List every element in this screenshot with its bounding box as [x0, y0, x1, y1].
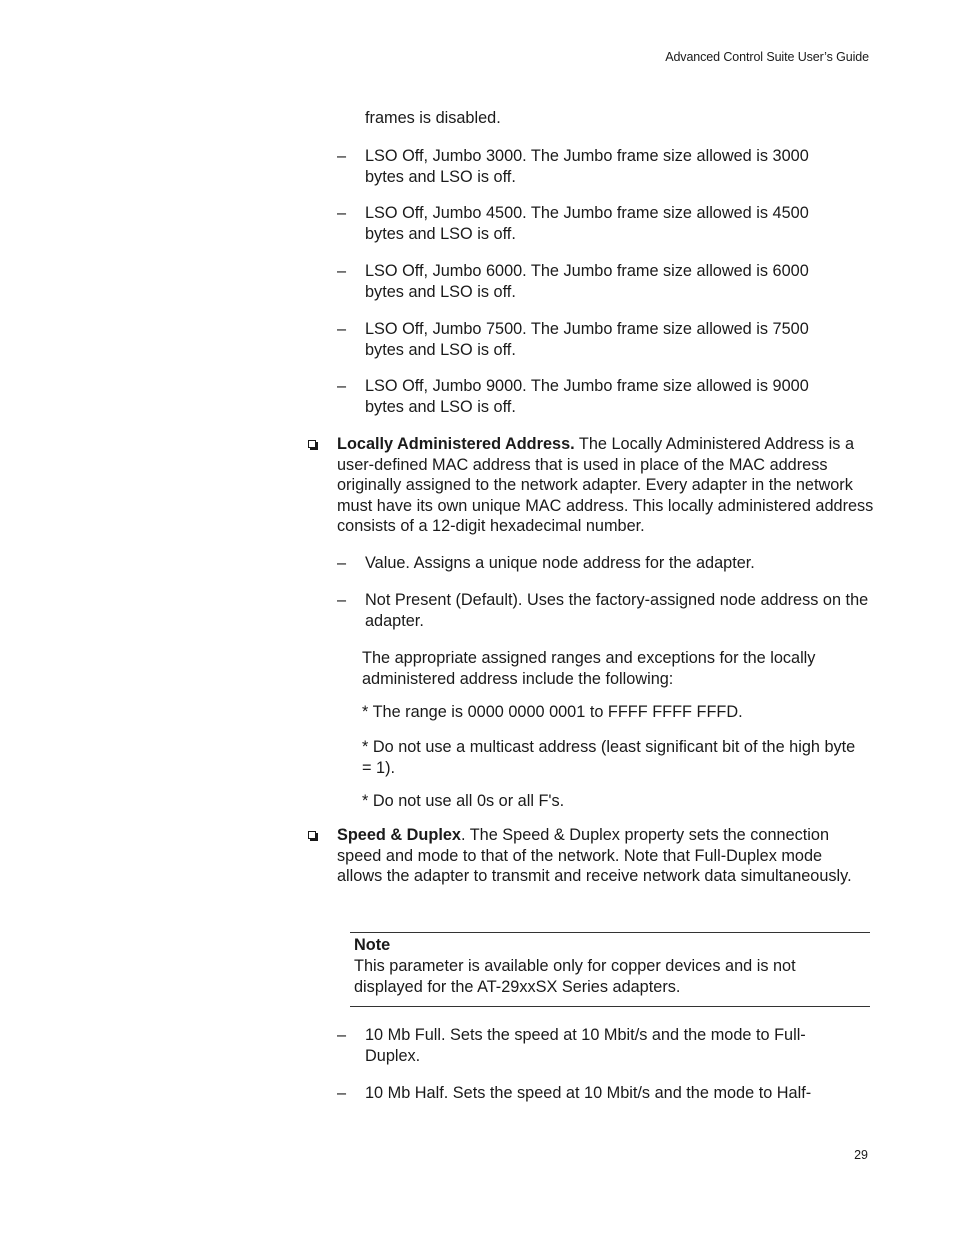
note-box	[350, 932, 870, 1007]
term-description: The Locally Administered Address is a user-defined MAC address that is used in place of the MAC address originally assigned to the network adapter. Every adapter in the network must have its own unique MAC address. This locally administered address consists of a 12-digit hexadecimal number.	[337, 435, 874, 535]
range-rule: * The range is 0000 0000 0001 to FFFF FFFF FFFD.	[362, 703, 743, 721]
list-item-text: Value. Assigns a unique node address for the adapter.	[365, 554, 755, 572]
bullet-item-speed-duplex	[308, 825, 858, 887]
page-number: 29	[854, 1148, 868, 1162]
dash-marker: –	[337, 554, 347, 572]
checkbox-bullet-icon	[308, 831, 316, 839]
list-item-text: LSO Off, Jumbo 9000. The Jumbo frame size allowed is 9000 bytes and LSO is off.	[365, 377, 809, 416]
list-item-text: 10 Mb Half. Sets the speed at 10 Mbit/s and the mode to Half-	[365, 1084, 812, 1102]
list-item	[337, 146, 837, 187]
list-item	[337, 319, 837, 360]
note-title: Note	[354, 936, 391, 954]
dash-marker: –	[337, 1026, 347, 1044]
dash-marker: –	[337, 147, 347, 165]
bullet-text	[337, 434, 878, 537]
list-item-text: LSO Off, Jumbo 3000. The Jumbo frame size allowed is 3000 bytes and LSO is off.	[365, 147, 809, 186]
running-header: Advanced Control Suite User’s Guide	[665, 50, 869, 64]
list-item-text: LSO Off, Jumbo 6000. The Jumbo frame size allowed is 6000 bytes and LSO is off.	[365, 262, 809, 301]
list-item	[337, 590, 877, 631]
dash-marker: –	[337, 204, 347, 222]
list-item-text: 10 Mb Full. Sets the speed at 10 Mbit/s and the mode to Full-Duplex.	[365, 1026, 806, 1065]
checkbox-bullet-icon	[308, 440, 316, 448]
list-item	[337, 203, 837, 244]
bullet-text	[337, 825, 858, 887]
list-item	[337, 553, 877, 574]
dash-marker: –	[337, 377, 347, 395]
range-rule: * Do not use all 0s or all F's.	[362, 792, 565, 810]
dash-marker: –	[337, 262, 347, 280]
list-item	[337, 1025, 847, 1066]
term-label: Speed & Duplex	[337, 826, 461, 844]
list-item-text: LSO Off, Jumbo 4500. The Jumbo frame size allowed is 4500 bytes and LSO is off.	[365, 204, 809, 243]
list-item	[337, 261, 837, 302]
term-label: Locally Administered Address.	[337, 435, 575, 453]
dash-marker: –	[337, 1084, 347, 1102]
ranges-intro: The appropriate assigned ranges and exceptions for the locally administered address include the following:	[362, 649, 816, 688]
note-body: This parameter is available only for copper devices and is not displayed for the AT-29xxSX Series adapters.	[354, 957, 796, 996]
range-rule: * Do not use a multicast address (least significant bit of the high byte = 1).	[362, 738, 856, 777]
list-item-text: LSO Off, Jumbo 7500. The Jumbo frame size allowed is 7500 bytes and LSO is off.	[365, 320, 809, 359]
list-item	[337, 1083, 847, 1104]
term-description: . The Speed & Duplex property sets the connection speed and mode to that of the network. Note that Full-Duplex mode allows the adapter to transmit and receive network data simultaneously.	[337, 826, 852, 885]
dash-marker: –	[337, 591, 347, 609]
list-item	[337, 376, 837, 417]
bullet-item-locally-administered-address	[308, 434, 878, 537]
list-item-text: Not Present (Default). Uses the factory-assigned node address on the adapter.	[365, 591, 869, 630]
continued-text: frames is disabled.	[365, 109, 501, 127]
dash-marker: –	[337, 320, 347, 338]
